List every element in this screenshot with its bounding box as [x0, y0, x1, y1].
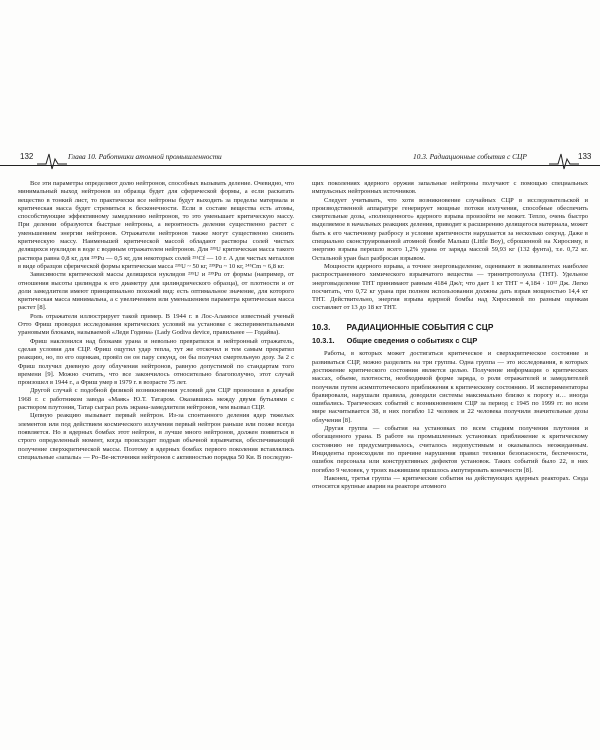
- paragraph: Фриш наклонился над блоками урана и невольно превратился в нейтронный отражатель, сделав условия для СЦР. Фриш ощутил удар тепла, тут же отскочил и тем самым прекратил реакцию, но, по его оценкам, провёл он он пару секунд, он бы получил смертельную дозу. За 2 с Фриш получил дневную дозу облучения нейтронов, равную допустимой по стандартам того времени [9]. Можно считать, что все закончилось относительно благополучно, этот случай произошел в 1944 г., а Фриш умер в 1979 г. в возрасте 75 лет.: [18, 337, 294, 387]
- paragraph: Зависимости критической массы делящихся нуклидов ²³⁵U и ²³⁹Pu от формы (например, от отношения высоты цилиндра к его диаметру для цилиндрического образца), от плотности и от доли замедлителя имеют принципиально похожий вид: есть оптимальное значение, для которого критическая масса минимальна, а с увеличением или уменьшением параметра критическая масса растет [8].: [18, 271, 294, 312]
- paragraph: Наконец, третья группа — критические события на действующих ядерных реакторах. Сюда относятся крупные аварии на реакторе атомного: [312, 474, 588, 491]
- subsection-title: Общие сведения о событиях с СЦР: [346, 336, 478, 346]
- right-running-header: 10.3. Радиационные события с СЦР: [413, 152, 527, 161]
- right-page-body: [312, 180, 588, 491]
- paragraph: Другой случай с подобной физикой возникновения условий для СЦР произошел в декабре 1968 г. с работником завода «Маяк» Ю.Т. Татаром. Оказавшись между двумя бутылями с раствором плутония, Татар сыграл роль экрана-замедлителя нейтронов, чем вызвал СЦР.: [18, 387, 294, 412]
- left-page-body: [18, 180, 294, 462]
- right-page-number: 133: [578, 152, 592, 161]
- left-page-number: 132: [20, 152, 34, 161]
- paragraph: Следует учитывать, что хотя возникновение случайных СЦР в исследовательской и производственной аппаратуре генерирует мощные потоки излучения, способные обеспечить смертельные дозы, «полноценного» ядерного взрыва произойти не может. Тепло, очень быстро выделяемое в начальных реакциях деления, приводит к расширению делящегося материала, может быть к его частичному разбросу и условие критичности нарушается за несколько секунд. Даже в специально сконструированной атомной бомбе Малыш (Little Boy), сброшенной на Хиросиму, в энергию взрыва перешло всего 1,2% урана от заряда массой 59,93 кг (132 фунта), т.е. 0,72 кг. Остальной уран был разбросан взрывом.: [312, 196, 588, 262]
- paragraph: щих поколениях ядерного оружия запальные нейтроны получают с помощью специальных импульсных нейтронных источников.: [312, 180, 588, 196]
- section-number: 10.3.: [312, 321, 331, 332]
- left-running-header: Глава 10. Работники атомной промышленности: [68, 152, 222, 161]
- section-heading: [312, 323, 588, 331]
- paragraph: Роль отражателя иллюстрирует такой пример. В 1944 г. в Лос-Аламосе известный ученый Отто Фриш проводил исследования критических условий на установке с экспериментальными урановыми блоками, называемой «Леди Година» (Lady Godiva device, правильнее — Годайва).: [18, 312, 294, 337]
- paragraph: Мощности ядерного взрыва, а точнее энерговыделение, оценивают в эквивалентах наиболее распространенного химического взрывчатого вещества — тринитротолуола (ТНТ). Удельное энерговыделение ТНТ принимают равным 4184 Дж/г, что дает 1 кт ТНТ = 4,184 · 10¹² Дж. Легко посчитать, что 0,72 кг урана при полном использовании должны дать взрыв мощностью 14,4 кт ТНТ. Действительно, энергия взрыва ядерной бомбы над Хиросимой по разным оценкам составляет от 13 до 18 кт ТНТ.: [312, 262, 588, 312]
- header-rule: [0, 165, 600, 166]
- section-title: РАДИАЦИОННЫЕ СОБЫТИЯ С СЦР: [346, 321, 494, 332]
- pulse-icon: [37, 150, 67, 170]
- subsection-number: 10.3.1.: [312, 336, 335, 346]
- paragraph: Другая группа — события на установках по всем стадиям получения плутония и обогащенного урана. В работе на промышленных установках приближение к критическому состоянию не предусматривалось, считалось недопустимым и оказывалось неожиданным. Инциденты происходили по причине нарушения правил техники безопасности, беспечности, ошибок персонала или конструктивных дефектов установок. Таких событий было 22, в них погибло 9 человек, у троих выжившим пришлось ампутировать конечности [8].: [312, 425, 588, 474]
- subsection-heading: [312, 337, 588, 345]
- paragraph: Все эти параметры определяют долю нейтронов, способных вызывать деление. Очевидно, что минимальный выход нейтронов из образца будет для сферической формы, а если раскатать вещество в тонкий лист, то практически все нейтроны будут выходить за пределы материала и критическая масса будет стремиться к бесконечности. Если в составе вещества есть атомы, способствующие эффективному замедлению нейтронов, то это уменьшает критическую массу. При делении образуются быстрые нейтроны, а вероятность деления существенно растет с уменьшением энергии нейтронов. Отражатели нейтронов также могут существенно снизить критическую массу. Наименьшей критической массой обладают растворы солей чистых делящихся нуклидов в воде с водяным отражателем нейтронов. Для ²³⁵U критическая масса такого раствора равна 0,8 кг, для ²³⁹Pu — 0,5 кг, для некоторых солей ²⁵¹Cf — 10 г. А для чистых металлов в виде образцов сферической формы критическая масса ²³⁵U ~ 50 кг, ²³⁹Pu ~ 10 кг, ²⁴⁵Cm ~ 6,8 кг.: [18, 180, 294, 270]
- paragraph: Цепную реакцию вызывает первый нейтрон. Из-за спонтанного деления ядер тяжелых элементов или под действием космического излучения первый нейтрон раньше или позже всегда появляется. Но в ядерных бомбах этот нейтрон, в лучше много нейтронов, должен появиться в строго определенный момент, когда происходит подрыв обычной взрывчатки, обеспечивающей получение сверхкритической массы. Поэтому в ядерных бомбах первого поколения вставлялись специальные «запалы» — Ро–Ве-источники нейтронов с активностью порядка 50 Ки. В последую-: [18, 412, 294, 461]
- pulse-icon: [549, 150, 579, 170]
- paragraph: Работы, в которых может достигаться критическое и сверхкритическое состояние и развиваться СЦР, можно разделить на три группы. Одна группа — это исследования, в которых достижение критического состояния является целью. Получение информации о критических массах, объеме, плотности, необходимой форме заряда, о роли отражателей и замедлителей получили путем асимптотического приближения к критическому состоянию. И экспериментаторы бравировали, нарушали правила, доводили системы максимально близко к порогу и… иногда ошибались. Трагических событий с возникновением СЦР за период с 1945 по 1999 гг. во всем мире насчитывается 38, в них погибло 12 человек и 22 человека получили значительные дозы облучения [8].: [312, 350, 588, 424]
